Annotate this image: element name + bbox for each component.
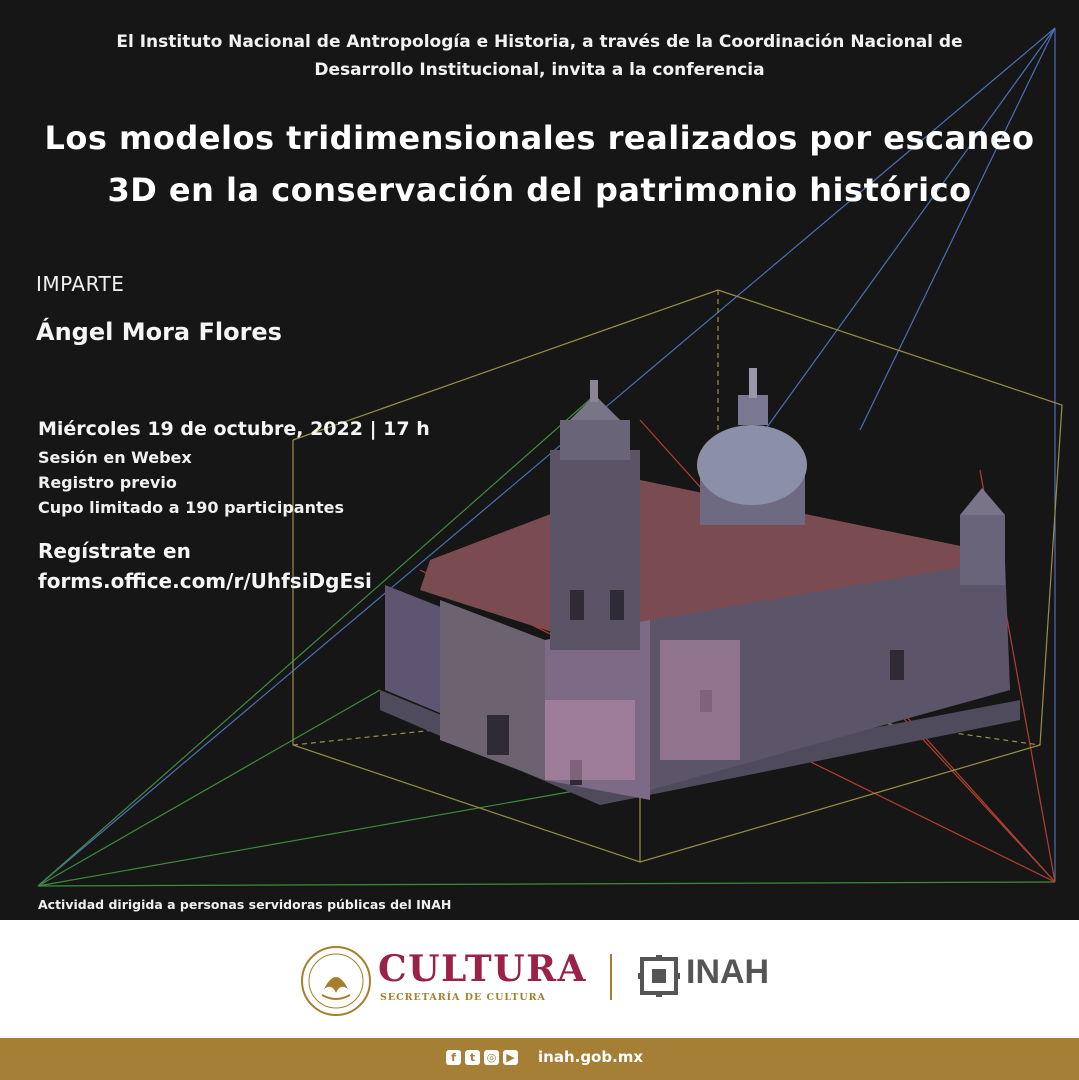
title-line-2: 3D en la conservación del patrimonio histórico [107,171,972,209]
facebook-icon[interactable]: f [446,1050,461,1065]
bell-tower [550,450,640,650]
intro-text [0,28,1079,84]
event-session: Sesión en Webex [38,448,192,467]
instagram-icon[interactable]: ◎ [484,1050,499,1065]
conference-title [0,112,1079,216]
inah-logo-text: INAH [686,953,770,991]
audience-note: Actividad dirigida a personas servidoras públicas del INAH [38,897,452,912]
register-label: Regístrate en [38,539,191,563]
register-link[interactable]: forms.office.com/r/UhfsiDgEsi [38,569,372,593]
intro-line-1: El Instituto Nacional de Antropología e Historia, a través de la Coordinación Nacional de [116,32,963,52]
social-icons [446,1050,518,1065]
speaker-label: IMPARTE [36,272,125,296]
side-tower [960,515,1005,585]
bottom-bar [0,1038,1079,1080]
title-line-1: Los modelos tridimensionales realizados por escaneo [44,119,1035,157]
event-capacity: Cupo limitado a 190 participantes [38,498,344,517]
inah-emblem-icon [636,953,682,999]
logo-divider [610,954,612,1000]
website-link[interactable]: inah.gob.mx [538,1048,644,1066]
mexico-seal-icon [300,945,372,1017]
speaker-name: Ángel Mora Flores [36,318,282,346]
secretaria-text: SECRETARÍA DE CULTURA [380,992,546,1003]
event-date: Miércoles 19 de octubre, 2022 | 17 h [38,418,430,440]
dome [697,425,807,505]
youtube-icon[interactable]: ▶ [503,1050,518,1065]
event-registration: Registro previo [38,473,177,492]
twitter-icon[interactable]: t [465,1050,480,1065]
footer-logos [0,920,1079,1038]
cultura-logo-text: CULTURA [378,948,587,990]
intro-line-2: Desarrollo Institucional, invita a la conferencia [314,60,765,80]
